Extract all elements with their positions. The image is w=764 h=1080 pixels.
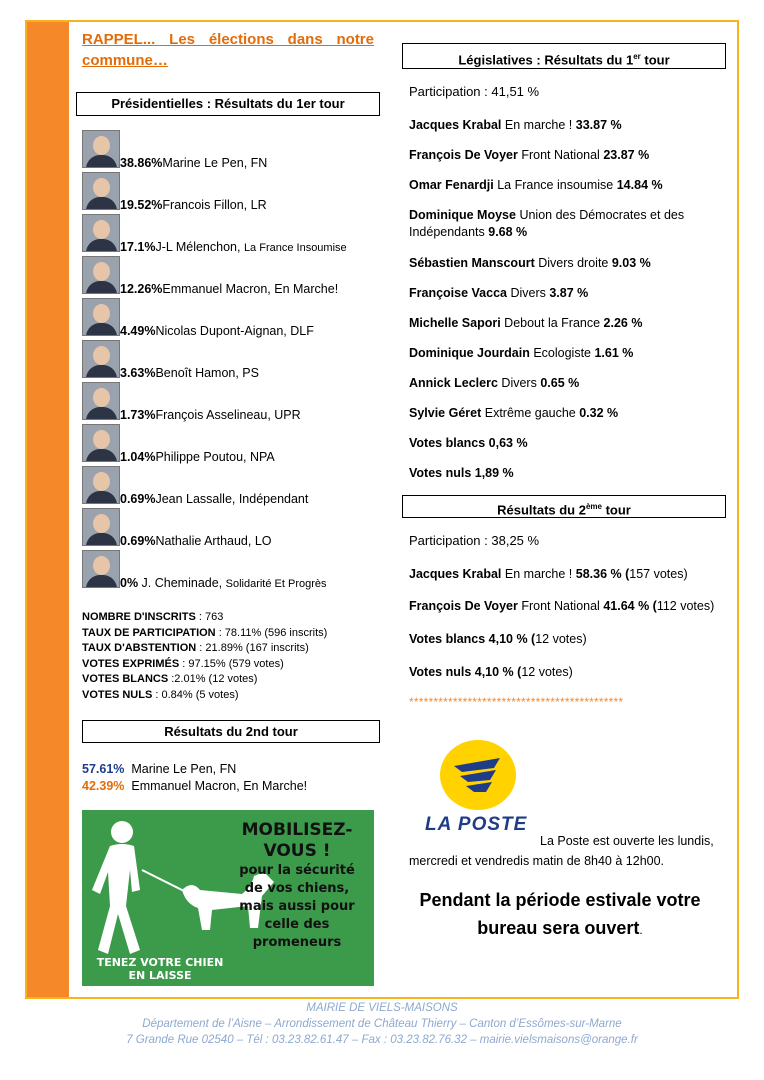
side-bar [27,22,69,997]
result-party: Extrême gauche [481,406,580,420]
candidate-photo [82,424,120,462]
result-party: Divers [506,286,550,300]
candidate-name: Philippe Poutou, NPA [155,450,275,464]
legislatives-t2-heading [402,495,726,518]
result-name: François De Voyer [409,599,518,613]
stat-value: : 763 [195,611,224,623]
candidate-percent: 17.1% [120,240,156,254]
votes-count: 12 votes) [535,632,587,646]
footer-address-2: 7 Grande Rue 02540 – Tél : 03.23.82.61.47 – Fax : 03.23.82.76.32 – mairie.vielsmaisons@orange.fr [126,1034,638,1046]
stat-row [82,688,327,704]
poster-line: promeneurs [252,935,342,950]
poster-caption: EN LAISSE [128,969,192,982]
candidate-row [82,424,382,464]
result-party: Debout la France [500,316,604,330]
result-party: Front National [517,599,604,613]
candidate-percent: 0.69% [120,492,156,506]
candidate-row [82,508,382,548]
result-name: Sylvie Géret [409,406,482,420]
result-row [409,177,729,194]
la-poste-logo [440,740,516,810]
result-name: Dominique Jourdain [409,346,530,360]
votes-blancs-text: Votes blancs 0,63 % [409,436,528,450]
result-percent: 58.36 % ( [575,567,630,581]
result-party: Divers droite [534,256,612,270]
poster-line: mais aussi pour [239,899,355,914]
candidate-percent: 0.69% [120,534,156,548]
result-name: Jacques Krabal [409,118,502,132]
result-name: Sébastien Manscourt [409,256,535,270]
result-row [409,285,729,302]
presidentielles-heading: Présidentielles : Résultats du 1er tour [76,92,380,116]
candidate-row [82,172,382,212]
result-name: Emmanuel Macron, En Marche! [131,779,308,793]
candidate-name: Nathalie Arthaud, LO [155,534,272,548]
result-party: Ecologiste [529,346,595,360]
result-party: La France insoumise [493,178,617,192]
candidate-photo [82,550,120,588]
result-party: Union des Démocrates et des Indépendants [409,208,685,239]
candidate-percent: 0% [120,576,139,590]
candidate-name: Jean Lassalle, Indépendant [155,492,309,506]
stat-value: : 21.89% (167 inscrits) [196,642,309,654]
result-percent: 14.84 % [616,178,663,192]
result-percent: 23.87 % [603,148,650,162]
legislatives-participation: Participation : 41,51 % [409,84,540,99]
result-row [409,375,729,392]
candidate-percent: 38.86% [120,156,163,170]
result-percent: 9.03 % [611,256,651,270]
result-party: Divers [497,376,541,390]
candidate-party: La France Insoumise [243,242,347,254]
heading-sup: ème [585,502,602,511]
heading-text: tour [640,52,670,68]
candidate-row [82,256,382,296]
candidate-photo [82,256,120,294]
candidate-name: Emmanuel Macron, En Marche! [162,282,339,296]
second-tour-heading: Résultats du 2nd tour [82,720,380,743]
candidate-name: Francois Fillon, LR [162,198,267,212]
t2-votes-nuls [409,664,729,681]
stat-value: : 97.15% (579 votes) [179,657,284,670]
stat-label: VOTES BLANCS [82,673,169,685]
stat-value: : 78.11% (596 inscrits) [215,626,328,639]
poster-line: de vos chiens, [244,881,350,896]
candidate-name: François Asselineau, UPR [155,408,301,422]
poster-message [232,820,362,952]
candidate-row [82,340,382,380]
summer-dot: . [639,923,643,937]
result-percent: 33.87 % [575,118,622,132]
summer-line: bureau sera ouvert [477,918,640,938]
poste-hours-2: mercredi et vendredis matin de 8h40 à 12h00. [409,854,665,868]
stat-label: TAUX D'ABSTENTION [82,642,197,654]
result-party: En marche ! [501,567,576,581]
result-row [409,147,729,164]
poster-line: celle des [264,917,330,932]
candidate-row [82,214,382,254]
poster-line: MOBILISEZ- [241,820,353,840]
result-row [409,207,729,241]
poste-hours-1: La Poste est ouverte les lundis, [540,834,714,848]
result-name: Michelle Sapori [409,316,501,330]
result-row [409,315,729,332]
candidate-photo [82,172,120,210]
candidate-name: Benoît Hamon, PS [155,366,259,380]
election-stats [82,610,327,703]
result-party: En marche ! [501,118,576,132]
candidate-row [82,466,382,506]
result-name: Omar Fenardji [409,178,494,192]
candidate-percent: 1.04% [120,450,156,464]
heading-text: tour [601,502,631,518]
candidate-percent: 3.63% [120,366,156,380]
la-poste-bird-icon [440,740,516,810]
result-row [409,345,729,362]
candidate-name: J. Cheminade, [138,576,226,590]
votes-label: Votes blancs 4,10 % ( [409,632,536,646]
candidate-percent: 19.52% [120,198,163,212]
result-name: Marine Le Pen, FN [131,762,237,776]
stat-row [82,657,327,673]
heading-sup: er [633,52,641,61]
votes-count: 12 votes) [521,665,573,679]
la-poste-wordmark: LA POSTE [425,814,528,835]
poster-line: VOUS ! [263,841,331,861]
votes-nuls-text: Votes nuls 1,89 % [409,466,514,480]
heading-text: Législatives : Résultats du 1 [458,52,634,68]
candidate-row [82,298,382,338]
rappel-title-cont: commune… [82,52,168,69]
result-row [409,405,729,422]
candidate-photo [82,298,120,336]
result-votes: 157 votes) [629,567,688,581]
candidate-photo [82,508,120,546]
candidate-photo [82,466,120,504]
result-name: Françoise Vacca [409,286,507,300]
stat-row [82,610,327,626]
result-percent: 9.68 % [488,225,528,239]
candidate-row [82,550,382,590]
result-percent: 57.61% [82,762,125,776]
result-name: Jacques Krabal [409,567,502,581]
stat-row [82,641,327,657]
candidate-photo [82,382,120,420]
stat-row [82,672,327,688]
poste-summer-notice [400,886,720,944]
t2-result-row [409,566,729,583]
result-percent: 42.39% [82,779,125,793]
candidate-percent: 1.73% [120,408,156,422]
second-tour-result [82,779,307,793]
result-percent: 0.65 % [540,376,580,390]
result-percent: 0.32 % [579,406,619,420]
result-votes: 112 votes) [656,599,715,613]
t2-result-row [409,598,729,615]
candidate-row [82,130,382,170]
candidate-row [82,382,382,422]
result-row [409,117,729,134]
t2-votes-blancs [409,631,729,648]
result-name: Dominique Moyse [409,208,516,222]
result-party: Front National [517,148,604,162]
stat-value: :2.01% (12 votes) [168,673,258,685]
legislatives-heading [402,43,726,69]
stat-value: : 0.84% (5 votes) [152,688,239,701]
result-percent: 2.26 % [603,316,643,330]
stat-row [82,626,327,642]
result-percent: 41.64 % ( [603,599,657,613]
candidate-party: Solidarité Et Progrès [225,578,327,590]
votes-nuls [409,465,729,482]
result-percent: 1.61 % [594,346,634,360]
poster-caption: TENEZ VOTRE CHIEN [96,956,224,969]
result-row [409,255,729,272]
summer-line: Pendant la période estivale votre [419,890,701,910]
candidate-name: Marine Le Pen, FN [162,156,268,170]
rappel-title: RAPPEL... Les élections dans notre [82,31,374,48]
votes-label: Votes nuls 4,10 % ( [409,665,522,679]
result-name: François De Voyer [409,148,518,162]
poster-line: pour la sécurité [239,863,355,878]
candidate-percent: 12.26% [120,282,163,296]
stat-label: NOMBRE D'INSCRITS [82,611,196,623]
candidate-name: Nicolas Dupont-Aignan, DLF [155,324,314,338]
candidate-name: J-L Mélenchon, [155,240,244,254]
footer-mairie: MAIRIE DE VIELS-MAISONS [306,1002,458,1014]
candidate-photo [82,214,120,252]
votes-blancs [409,435,729,452]
stat-label: VOTES EXPRIMÉS [82,657,180,670]
footer-address-1: Département de l’Aisne – Arrondissement de Château Thierry – Canton d’Essômes-sur-Marne [142,1018,622,1030]
candidate-photo [82,340,120,378]
result-name: Annick Leclerc [409,376,498,390]
stat-label: VOTES NULS [82,688,153,701]
separator-stars: ******************************************** [409,695,624,709]
result-percent: 3.87 % [549,286,589,300]
legislatives-t2-participation: Participation : 38,25 % [409,533,540,548]
second-tour-result [82,762,236,776]
candidate-percent: 4.49% [120,324,156,338]
candidate-photo [82,130,120,168]
stat-label: TAUX DE PARTICIPATION [82,626,216,639]
heading-text: Résultats du 2 [497,502,586,518]
